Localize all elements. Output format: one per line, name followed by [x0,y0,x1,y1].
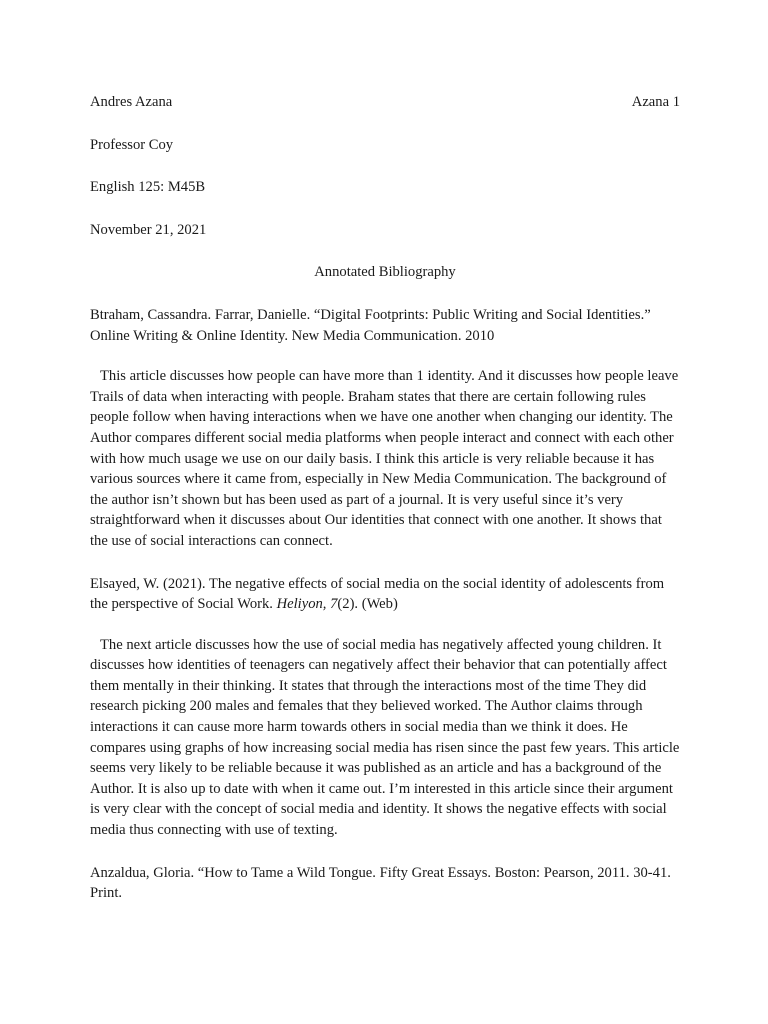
professor-name: Professor Coy [90,136,174,153]
course-name: English 125: M45B [90,179,206,196]
document-page [90,92,680,904]
citation-2-issue: (2). (Web) [337,596,398,613]
running-head: Azana 1 [631,94,680,110]
citation-2-main: Elsayed, W. (2021). The negative effects of social media on the social identity of adolescents from the perspective of Social Work. [90,575,665,613]
citation-1: Btraham, Cassandra. Farrar, Danielle. “Digital Footprints: Public Writing and Social Identities.” Online Writing & Online Identity. New Media Communication. 2010 [90,306,651,344]
citation-2 [90,574,680,615]
author-name: Andres Azana [90,94,173,110]
document-title: Annotated Bibliography [314,264,456,281]
citation-2-journal: Heliyon, 7 [276,596,338,613]
document-date: November 21, 2021 [90,221,207,238]
citation-3: Anzaldua, Gloria. “How to Tame a Wild Tongue. Fifty Great Essays. Boston: Pearson, 2011. 30-41. Print. [90,864,671,902]
annotation-1: This article discusses how people can have more than 1 identity. And it discusses how people leave Trails of data when interacting with people. Braham states that there are certain following rules people follow when having interactions when we have one another when changing our identity. The Author compares different social media platforms when people interact and connect with each other with how much usage we use on our daily basis. I think this article is very reliable because it has various sources where it came from, especially in New Media Communication. The background of the author isn’t shown but has been used as part of a journal. It is very useful since it’s very straightforward when it discusses about Our identities that connect with one another. It shows that the use of social interactions can connect. [90,368,679,549]
header-row [90,92,680,113]
annotation-2: The next article discusses how the use of social media has negatively affected young children. It discusses how identities of teenagers can negatively affect their behavior that can potentially affect them mentally in their thinking. It states that through the interactions most of the time They did research picking 200 males and females that they believed worked. The Author claims through interactions it can cause more harm towards others in social media than we think it does. He compares using graphs of how increasing social media has risen since the past few years. This article seems very likely to be reliable because it was published as an article and has a background of the Author. It is also up to date with when it came out. I’m interested in this article since their argument is very clear with the concept of social media and identity. It shows the negative effects with social media thus connecting with use of texting. [90,636,680,839]
